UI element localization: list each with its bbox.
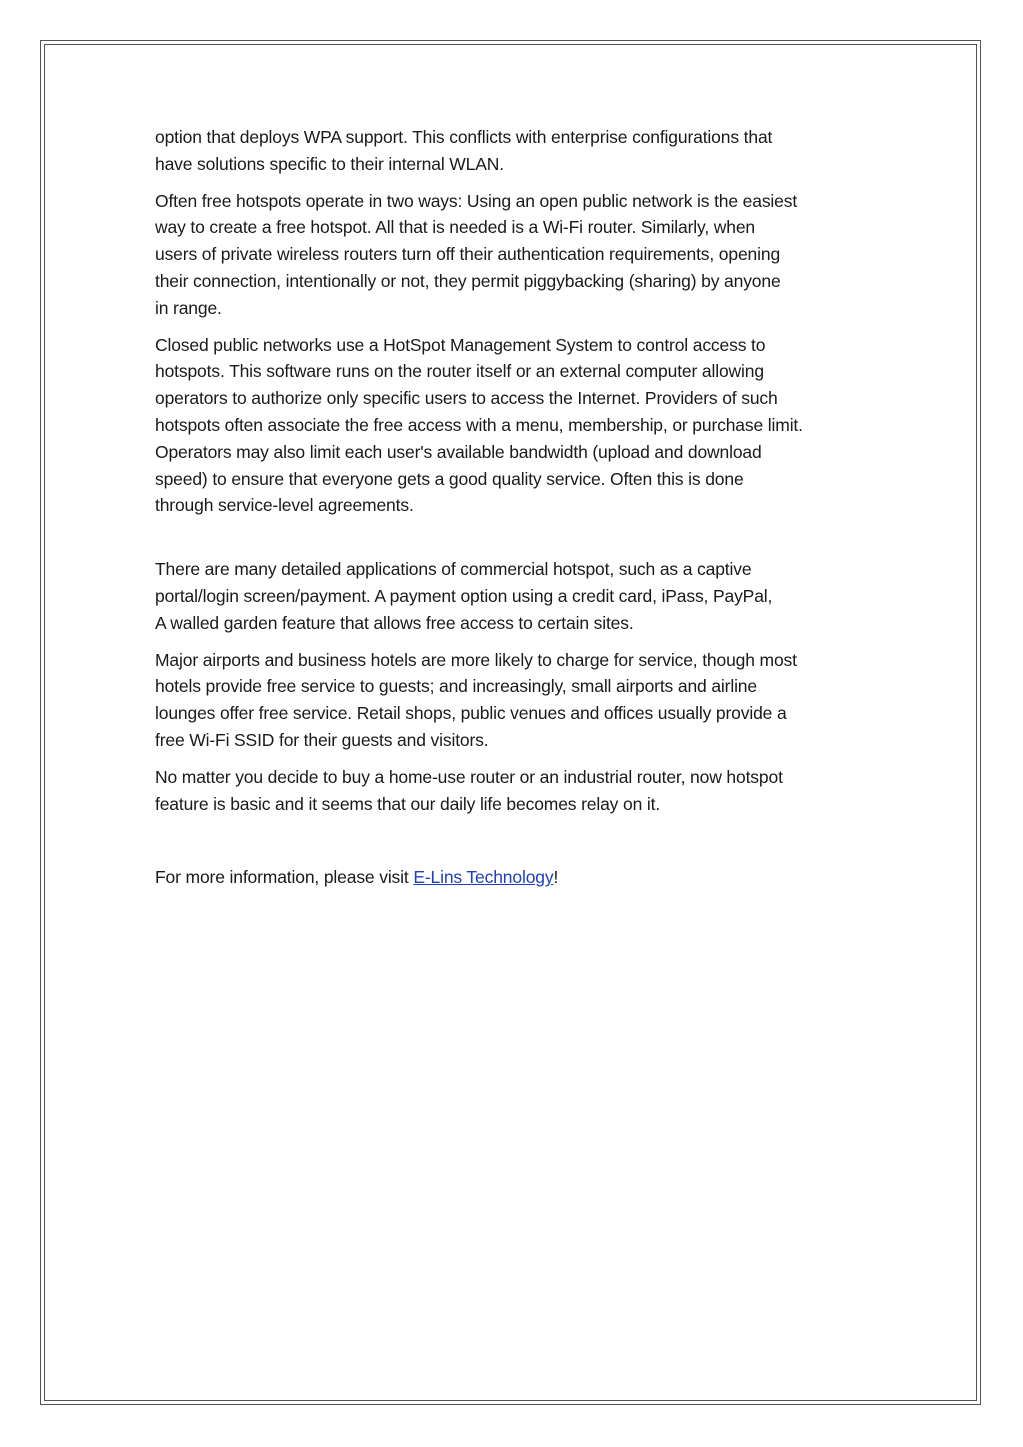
text-line: hotspots often associate the free access with a menu, membership, or purchase limit. xyxy=(155,414,803,435)
text-line: No matter you decide to buy a home-use router or an industrial router, now hotspot xyxy=(155,766,783,787)
text-line: Often free hotspots operate in two ways: Using an open public network is the easiest xyxy=(155,190,798,211)
elins-technology-link[interactable]: E-Lins Technology xyxy=(413,867,554,888)
document-body xyxy=(155,124,880,901)
text-line: in range. xyxy=(155,297,222,318)
footer-line xyxy=(155,864,880,891)
paragraph-commercial-hotspot xyxy=(155,556,880,636)
text-line: There are many detailed applications of commercial hotspot, such as a captive xyxy=(155,559,752,580)
paragraph-router-choice xyxy=(155,764,880,818)
text-line: through service-level agreements. xyxy=(155,495,414,516)
text-line: have solutions specific to their internal WLAN. xyxy=(155,153,504,174)
text-line: free Wi-Fi SSID for their guests and visitors. xyxy=(155,729,489,750)
footer-prefix: For more information, please visit xyxy=(155,867,414,888)
paragraph-airports-hotels xyxy=(155,647,880,754)
text-line: Operators may also limit each user's available bandwidth (upload and download xyxy=(155,441,762,462)
text-line: their connection, intentionally or not, they permit piggybacking (sharing) by anyone xyxy=(155,270,781,291)
text-line: users of private wireless routers turn off their authentication requirements, opening xyxy=(155,244,781,265)
text-line: Major airports and business hotels are more likely to charge for service, though most xyxy=(155,649,797,670)
text-line: hotels provide free service to guests; and increasingly, small airports and airline xyxy=(155,676,757,697)
paragraph-spacer xyxy=(155,827,880,864)
paragraph-free-hotspots xyxy=(155,188,880,322)
text-line: way to create a free hotspot. All that is needed is a Wi-Fi router. Similarly, when xyxy=(155,217,755,238)
text-line: portal/login screen/payment. A payment option using a credit card, iPass, PayPal, xyxy=(155,585,773,606)
paragraph-closed-networks xyxy=(155,332,880,520)
text-line: A walled garden feature that allows free access to certain sites. xyxy=(155,612,634,633)
paragraph-spacer xyxy=(155,529,880,556)
paragraph-wpa-support xyxy=(155,124,880,178)
text-line: lounges offer free service. Retail shops, public venues and offices usually provide a xyxy=(155,703,787,724)
footer-suffix: ! xyxy=(553,867,559,888)
text-line: speed) to ensure that everyone gets a good quality service. Often this is done xyxy=(155,468,744,489)
text-line: Closed public networks use a HotSpot Management System to control access to xyxy=(155,334,766,355)
text-line: option that deploys WPA support. This conflicts with enterprise configurations that xyxy=(155,127,773,147)
text-line: hotspots. This software runs on the router itself or an external computer allowing xyxy=(155,361,764,382)
footer-more-info xyxy=(155,864,880,891)
text-line: feature is basic and it seems that our daily life becomes relay on it. xyxy=(155,793,661,814)
text-line: operators to authorize only specific users to access the Internet. Providers of such xyxy=(155,388,778,409)
